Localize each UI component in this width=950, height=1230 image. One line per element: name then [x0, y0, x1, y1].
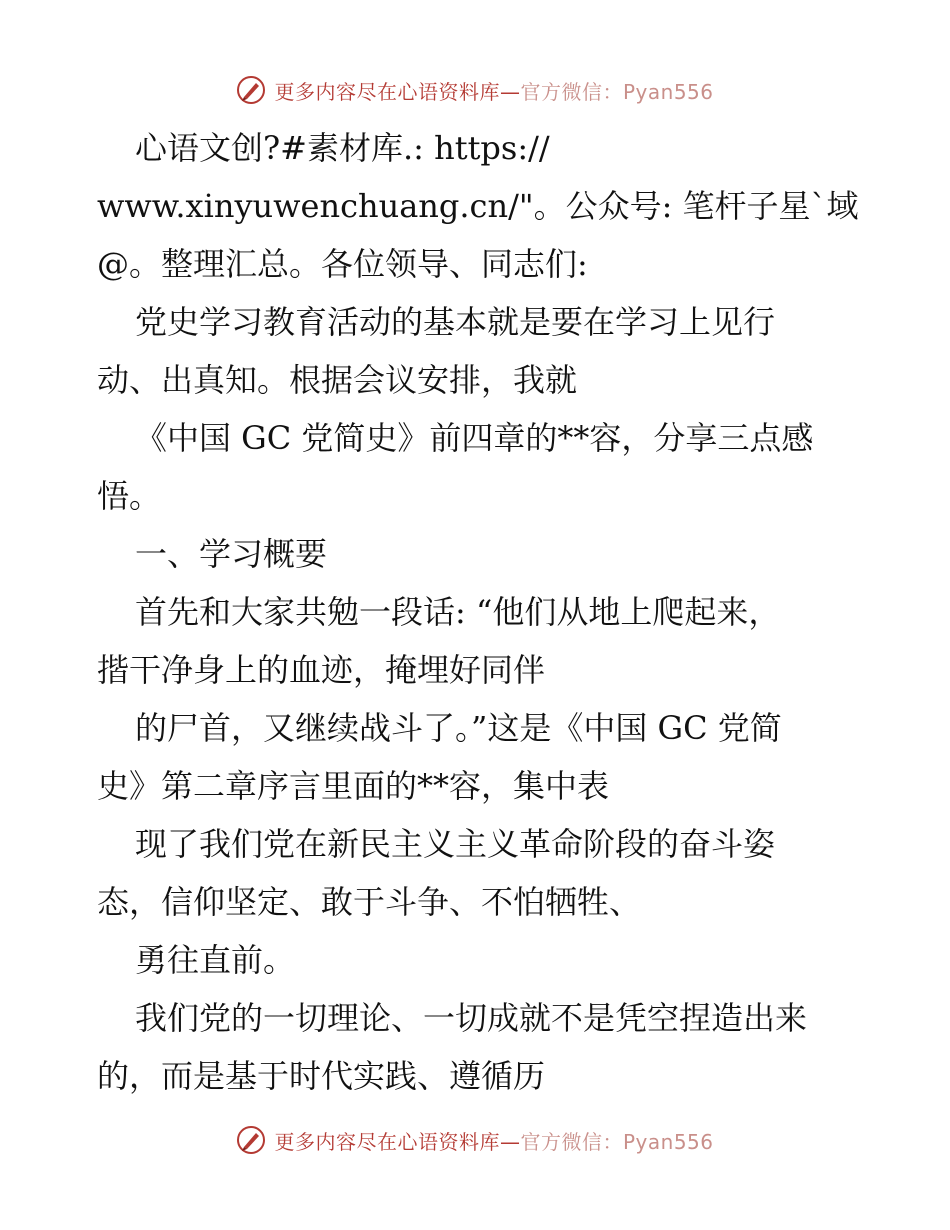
text-line: 现了我们党在新民主义主义革命阶段的奋斗姿 [135, 825, 776, 863]
text-line: 《中国 GC 党简史》前四章的**容，分享三点感 [135, 419, 814, 457]
text-line: 心语文创?#素材库.: https:// [135, 129, 550, 167]
footer-banner [0, 1120, 950, 1160]
text-line: 我们党的一切理论、一切成就不是凭空捏造出来 [135, 999, 808, 1037]
text-line: 首先和大家共勉一段话: “他们从地上爬起来， [135, 593, 781, 631]
document-body [97, 119, 857, 1105]
text-line: 揩干净身上的血迹，掩埋好同伴 [97, 651, 546, 689]
text-line: 勇往直前。 [135, 941, 296, 979]
pen-logo-icon [236, 1125, 266, 1155]
text-line: 动、出真知。根据会议安排，我就 [97, 361, 578, 399]
text-line: 党史学习教育活动的基本就是要在学习上见行 [135, 303, 776, 341]
text-line: 的，而是基于时代实践、遵循历 [97, 1057, 546, 1095]
text-line: 一、学习概要 [135, 535, 328, 573]
text-line: 悟。 [97, 477, 162, 515]
text-line: 史》第二章序言里面的**容，集中表 [97, 767, 610, 805]
text-line: 态，信仰坚定、敢于斗争、不怕牺牲、 [97, 883, 642, 921]
banner-text: 更多内容尽在心语资料库—官方微信：Pyan556 [274, 79, 714, 104]
text-line: www.xinyuwenchuang.cn/"。公众号: 笔杆子星`域 [97, 187, 859, 225]
header-banner [0, 70, 950, 110]
text-line: @。整理汇总。各位领导、同志们: [97, 245, 588, 283]
banner-text: 更多内容尽在心语资料库—官方微信：Pyan556 [274, 1129, 714, 1154]
text-line: 的尸首，又继续战斗了。”这是《中国 GC 党简 [135, 709, 782, 747]
pen-logo-icon [236, 75, 266, 105]
